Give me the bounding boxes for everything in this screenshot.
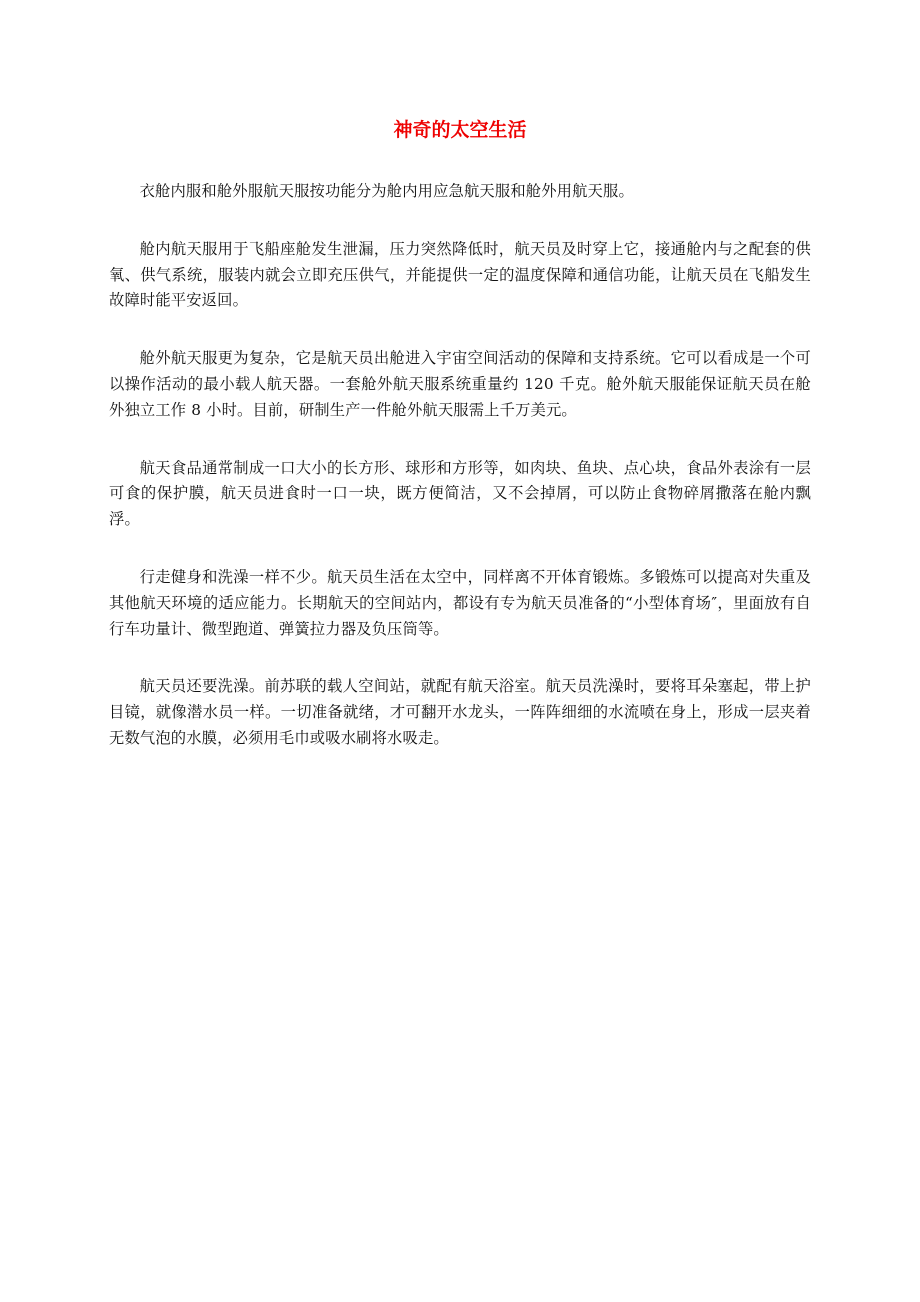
paragraph-cabin-suit: 舱内航天服用于飞船座舱发生泄漏，压力突然降低时，航天员及时穿上它，接通舱内与之配套的供氧、供气系统，服装内就会立即充压供气，并能提供一定的温度保障和通信功能，让航天员在飞船发生故障时能平安返回。 (109, 239, 811, 310)
paragraph-spacesuit-types: 衣舱内服和舱外服航天服按功能分为舱内用应急航天服和舱外用航天服。 (139, 182, 634, 200)
paragraph-eva-suit: 舱外航天服更为复杂，它是航天员出舱进入宇宙空间活动的保障和支持系统。它可以看成是一个可以操作活动的最小载人航天器。一套舱外航天服系统重量约 120 千克。舱外航天服能保证航天员在舱外独立工作 8 小时。目前，研制生产一件舱外航天服需上千万美元。 (109, 349, 811, 419)
paragraph-bathing: 航天员还要洗澡。前苏联的载人空间站，就配有航天浴室。航天员洗澡时，要将耳朵塞起，带上护目镜，就像潜水员一样。一切准备就绪，才可翻开水龙头，一阵阵细细的水流喷在身上，形成一层夹着无数气泡的水膜，必须用毛巾或吸水刷将水吸走。 (109, 677, 811, 747)
document-title: 神奇的太空生活 (393, 119, 527, 141)
document-body (109, 179, 811, 784)
paragraph-space-food: 航天食品通常制成一口大小的长方形、球形和方形等，如肉块、鱼块、点心块，食品外表涂有一层可食的保护膜，航天员进食时一口一块，既方便简洁，又不会掉屑，可以防止食物碎屑撒落在舱内飘浮。 (109, 458, 811, 529)
paragraph-exercise: 行走健身和洗澡一样不少。航天员生活在太空中，同样离不开体育锻炼。多锻炼可以提高对失重及其他航天环境的适应能力。长期航天的空间站内，都设有专为航天员准备的“小型体育场″，里面放有自行车功量计、微型跑道、弹簧拉力器及负压筒等。 (109, 567, 811, 638)
